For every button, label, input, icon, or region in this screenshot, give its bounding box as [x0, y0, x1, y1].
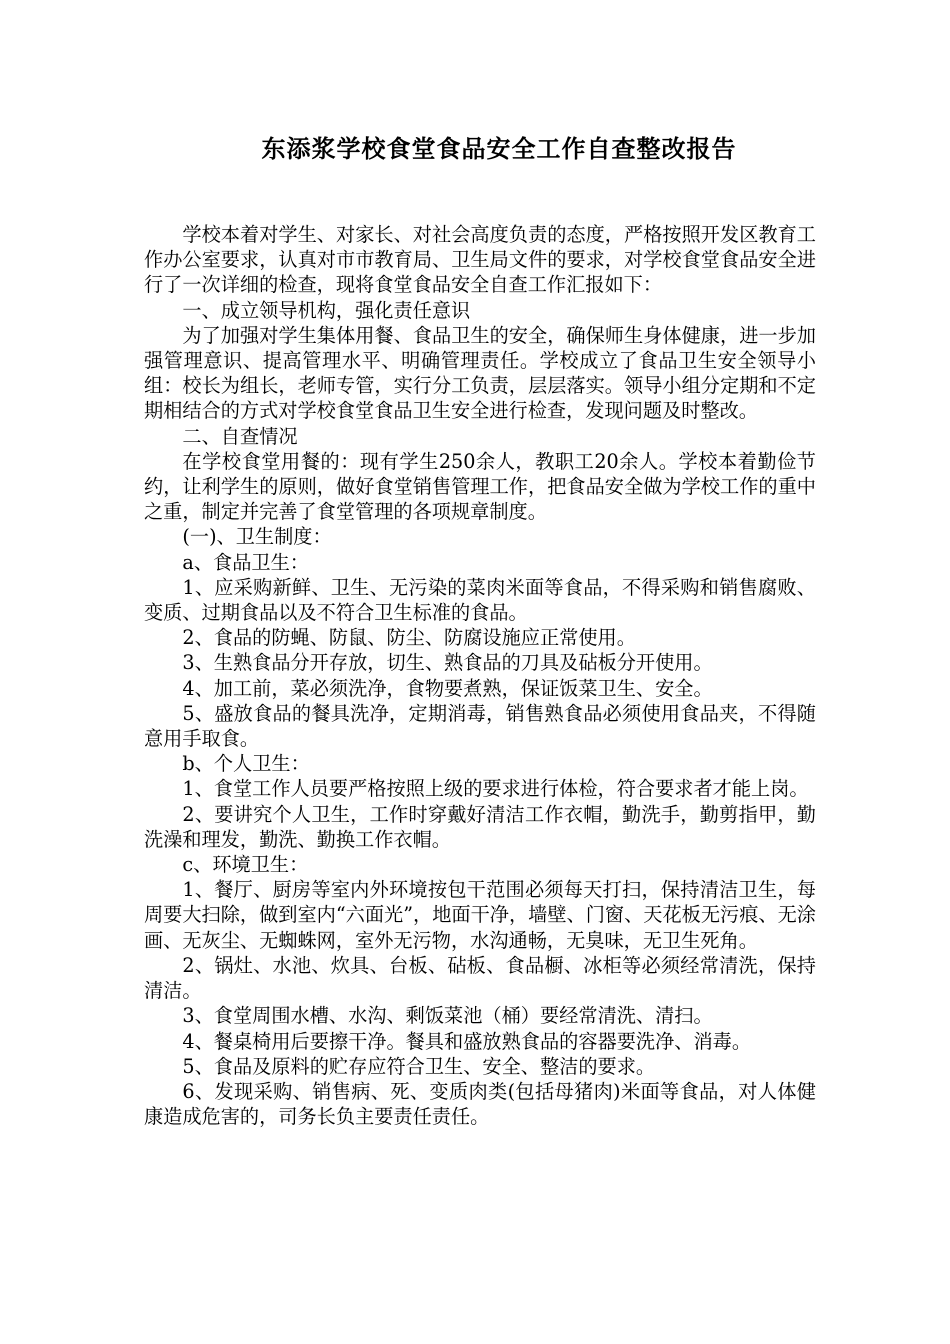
- paragraph-self-check: 在学校食堂用餐的：现有学生250余人，教职工20余人。学校本着勤俭节约，让利学生的原则，做好食堂销售管理工作，把食品安全做为学校工作的重中之重，制定并完善了食堂管理的各项规章制度。: [144, 449, 816, 524]
- list-item: 3、食堂周围水槽、水沟、剩饭菜池（桶）要经常清洗、清扫。: [182, 1004, 713, 1028]
- list-item: 6、发现采购、销售病、死、变质肉类(包括母猪肉)米面等食品，对人体健康造成危害的，司务长负主要责任责任。: [144, 1079, 816, 1129]
- list-item: 3、生熟食品分开存放，切生、熟食品的刀具及砧板分开使用。: [182, 651, 713, 675]
- list-item: 1、应采购新鲜、卫生、无污染的菜肉米面等食品，不得采购和销售腐败、变质、过期食品以及不符合卫生标准的食品。: [144, 575, 816, 625]
- list-item: 4、餐桌椅用后要擦干净。餐具和盛放熟食品的容器要洗净、消毒。: [182, 1029, 752, 1053]
- list-item: 2、要讲究个人卫生，工作时穿戴好清洁工作衣帽，勤洗手，勤剪指甲，勤洗澡和理发，勤洗、勤换工作衣帽。: [144, 802, 816, 851]
- subsection-heading-hygiene-rules: (一)、卫生制度：: [182, 525, 332, 549]
- list-item: 2、锅灶、水池、炊具、台板、砧板、食品橱、冰柜等必须经常清洗，保持清洁。: [144, 953, 816, 1003]
- list-item: 5、盛放食品的餐具洗净，定期消毒，销售熟食品必须使用食品夹，不得随意用手取食。: [144, 701, 816, 751]
- paragraph-leadership: 为了加强对学生集体用餐、食品卫生的安全，确保师生身体健康，进一步加强管理意识、提高管理水平、明确管理责任。学校成立了食品卫生安全领导小组：校长为组长，老师专管，实行分工负责，层层落实。领导小组分定期和不定期相结合的方式对学校食堂食品卫生安全进行检查，发现问题及时整改。: [144, 323, 816, 423]
- item-heading-personal-hygiene: b、个人卫生：: [182, 752, 310, 776]
- document-body: [144, 222, 816, 1129]
- list-item: 4、加工前，菜必须洗净，食物要煮熟，保证饭菜卫生、安全。: [182, 676, 713, 700]
- section-heading-self-check: 二、自查情况: [182, 424, 298, 448]
- document-title: 东添浆学校食堂食品安全工作自查整改报告: [261, 134, 737, 163]
- list-item: 1、食堂工作人员要严格按照上级的要求进行体检，符合要求者才能上岗。: [182, 777, 809, 801]
- paragraph-intro: 学校本着对学生、对家长、对社会高度负责的态度，严格按照开发区教育工作办公室要求，认真对市市教育局、卫生局文件的要求，对学校食堂食品安全进行了一次详细的检查，现将食堂食品安全自查工作汇报如下：: [144, 223, 816, 297]
- list-item: 5、食品及原料的贮存应符合卫生、安全、整洁的要求。: [182, 1054, 656, 1078]
- item-heading-environment-hygiene: c、环境卫生：: [182, 853, 309, 877]
- list-item: 1、餐厅、厨房等室内外环境按包干范围必须每天打扫，保持清洁卫生，每周要大扫除，做到室内“六面光”，地面干净，墙壁、门窗、天花板无污痕、无涂画、无灰尘、无蜘蛛网，室外无污物，水沟通畅，无臭味，无卫生死角。: [144, 878, 816, 952]
- item-heading-food-hygiene: a、食品卫生：: [182, 550, 309, 574]
- list-item: 2、食品的防蝇、防鼠、防尘、防腐设施应正常使用。: [182, 626, 636, 650]
- section-heading-leadership: 一、成立领导机构，强化责任意识: [182, 298, 471, 322]
